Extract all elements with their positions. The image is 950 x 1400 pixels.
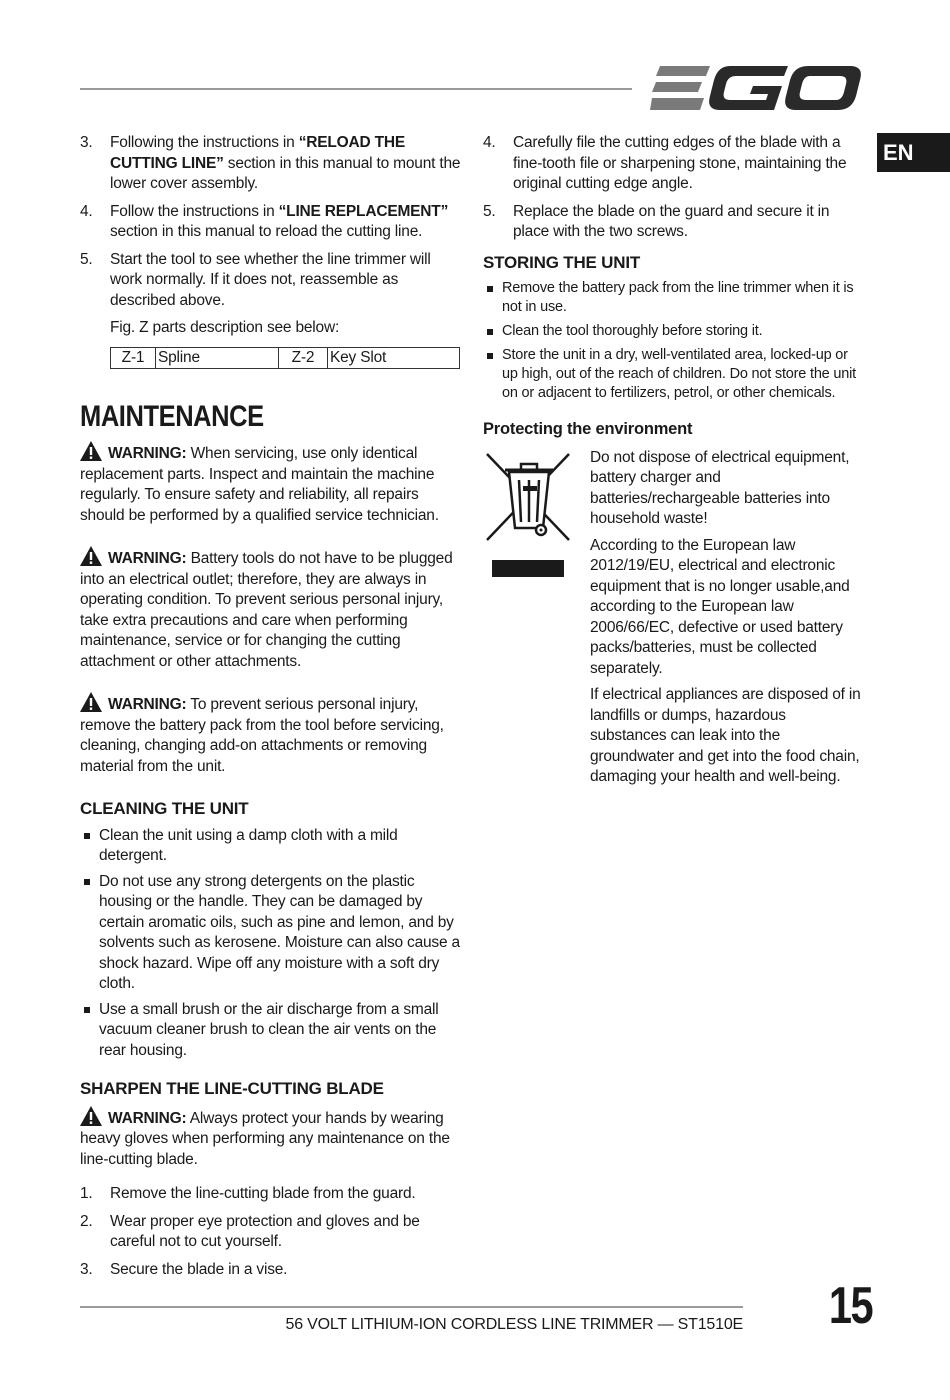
- step-item: 5. Start the tool to see whether the line trimmer will work normally. If it does not, reassemble as described above.: [80, 250, 431, 309]
- step-item: 1. Remove the line-cutting blade from the guard.: [80, 1185, 416, 1202]
- list-item: Clean the unit using a damp cloth with a mild detergent.: [80, 826, 462, 867]
- sharpen-title: SHARPEN THE LINE-CUTTING BLADE: [80, 1079, 384, 1098]
- part-id: Z-2: [279, 347, 328, 368]
- step-item: 4. Follow the instructions in “LINE REPLACEMENT” section in this manual to reload the cutting line.: [80, 202, 449, 240]
- storing-title: STORING THE UNIT: [483, 252, 641, 272]
- environment-text: [590, 448, 865, 788]
- figure-caption: Fig. Z parts description see below:: [110, 319, 340, 336]
- page-number: 15: [828, 1277, 872, 1335]
- warning-block: WARNING: To prevent serious personal injury, remove the battery pack from the tool before servicing, cleaning, changing add-on attachments or removing material from the unit.: [80, 692, 462, 777]
- parts-table: [110, 347, 460, 369]
- warning-icon: [80, 546, 102, 566]
- warning-block: WARNING: Battery tools do not have to be plugged into an electrical outlet; therefore, they are always in operating condition. To prevent serious personal injury, take extra precautions and care when performing maintenance, service or for changing the cutting attachment or other attachments.: [80, 546, 462, 672]
- crossed-bin-icon: [483, 450, 575, 585]
- paragraph: Do not dispose of electrical equipment, battery charger and batteries/rechargeable batteries into household waste!: [590, 448, 850, 527]
- list-item: Clean the tool thoroughly before storing it.: [483, 322, 865, 341]
- ego-logo: [650, 62, 862, 114]
- warning-block: WARNING: When servicing, use only identical replacement parts. Inspect and maintain the machine regularly. To ensure safety and reliability, all repairs should be performed by a qualified service technician.: [80, 441, 462, 526]
- language-tab: EN: [877, 133, 950, 172]
- warning-block: WARNING: Always protect your hands by wearing heavy gloves when performing any maintenance on the line-cutting blade.: [80, 1106, 462, 1171]
- paragraph: According to the European law 2012/19/EU, electrical and electronic equipment that is no longer usable,and according to the European law 2006/66/EC, defective or used battery packs/batteries, must be collected separately.: [590, 536, 850, 677]
- step-item: 3. Secure the blade in a vise.: [80, 1260, 288, 1278]
- cleaning-list: [80, 826, 462, 1062]
- environment-title: Protecting the environment: [483, 420, 693, 438]
- left-column: [80, 133, 462, 1287]
- warning-icon: [80, 441, 102, 461]
- list-item: Do not use any strong detergents on the plastic housing or the handle. They can be damaged by certain aromatic oils, such as pine and lemon, and by solvents such as kerosene. Moisture can also cause a shock hazard. Wipe off any moisture with a soft dry cloth.: [80, 872, 462, 995]
- paragraph: If electrical appliances are disposed of in landfills or dumps, hazardous substances can leak into the groundwater and get into the food chain, damaging your health and well-being.: [590, 686, 861, 785]
- step-item: 2. Wear proper eye protection and gloves and be careful not to cut yourself.: [80, 1212, 420, 1250]
- warning-icon: [80, 1106, 102, 1126]
- part-id: Z-1: [111, 347, 156, 368]
- footer-product: 56 VOLT LITHIUM-ION CORDLESS LINE TRIMMER — ST1510E: [285, 1316, 743, 1333]
- list-item: Use a small brush or the air discharge from a small vacuum cleaner brush to clean the air vents on the rear housing.: [80, 1000, 462, 1062]
- maintenance-title: MAINTENANCE: [80, 399, 264, 433]
- cleaning-title: CLEANING THE UNIT: [80, 799, 249, 818]
- environment-section: [483, 448, 865, 788]
- part-name: Spline: [156, 347, 279, 368]
- header-rule: [80, 88, 632, 90]
- step-item: 5. Replace the blade on the guard and secure it in place with the two screws.: [483, 202, 830, 240]
- list-item: Store the unit in a dry, well-ventilated area, locked-up or up high, out of the reach of children. Do not store the unit on or adjacent to fertilizers, petrol, or other chemicals.: [483, 346, 865, 403]
- part-name: Key Slot: [328, 347, 460, 368]
- storing-list: [483, 279, 865, 403]
- footer-rule: [80, 1306, 743, 1308]
- warning-icon: [80, 692, 102, 712]
- step-item: 3. Following the instructions in “RELOAD THE CUTTING LINE” section in this manual to mount the lower cover assembly.: [80, 134, 461, 192]
- list-item: Remove the battery pack from the line trimmer when it is not in use.: [483, 279, 865, 317]
- step-item: 4. Carefully file the cutting edges of the blade with a fine-tooth file or sharpening stone, maintaining the original cutting edge angle.: [483, 134, 847, 192]
- right-column: [483, 133, 865, 794]
